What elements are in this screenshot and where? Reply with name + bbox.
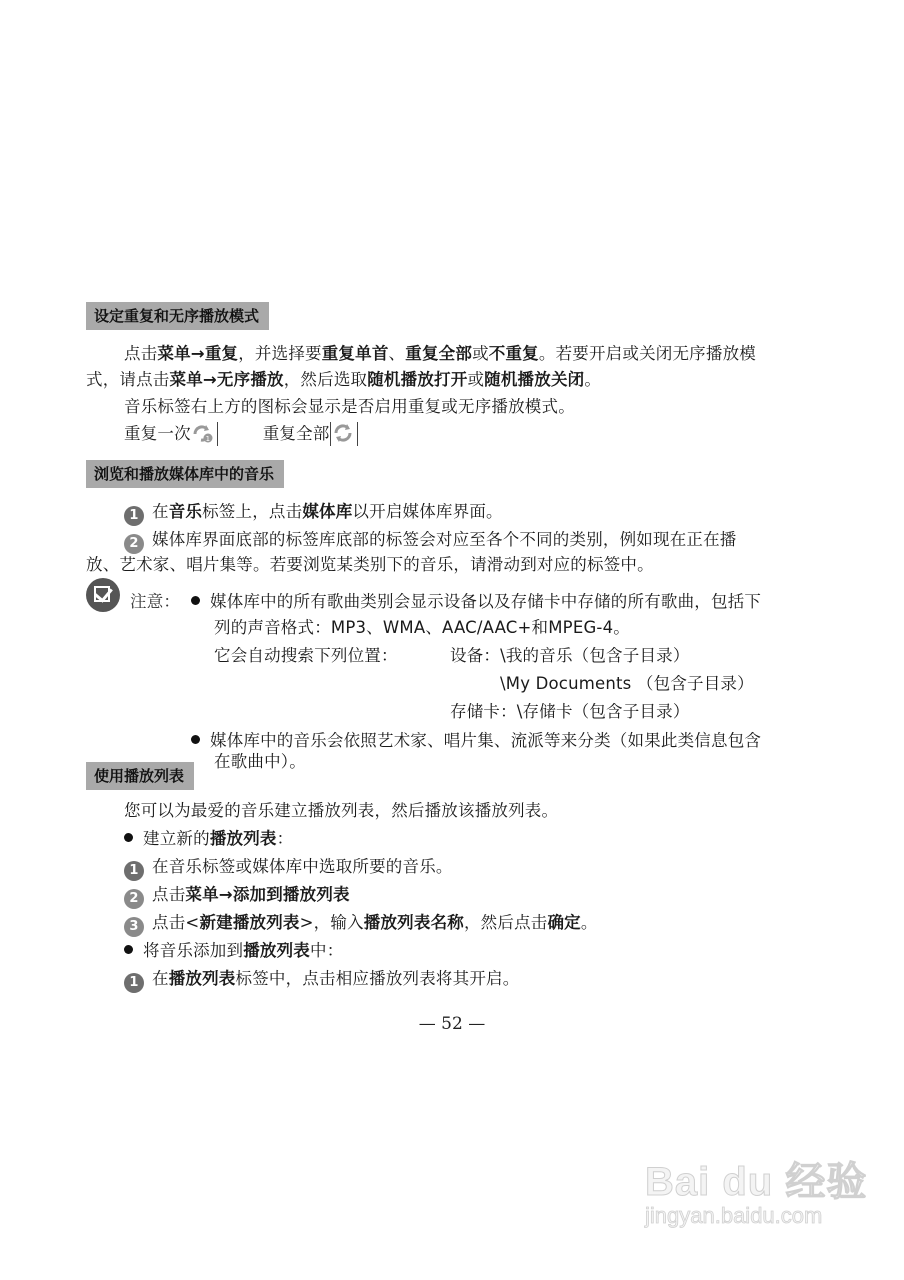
add-step-1 [124, 965, 519, 993]
note-bullet-1-line2: 列的声音格式：MP3、WMA、AAC/AAC+和MPEG-4。 [214, 618, 630, 637]
baidu-jingyan-watermark [645, 1150, 867, 1229]
repeat-icons-legend [124, 420, 358, 446]
browse-step-2-text: 媒体库界面底部的标签库底部的标签会对应至各个不同的类别，例如现在正在播 [152, 530, 737, 549]
playlist-intro: 您可以为最爱的音乐建立播放列表，然后播放该播放列表。 [124, 801, 559, 820]
create-step-3-text: 点击<新建播放列表>，输入播放列表名称，然后点击确定。 [152, 913, 598, 932]
create-step-1-text: 在音乐标签或媒体库中选取所要的音乐。 [152, 857, 453, 876]
note-bullet-1-line1 [191, 588, 761, 612]
create-step-1 [124, 853, 453, 881]
step-number-badge: 2 [124, 889, 144, 909]
step-number-badge: 1 [124, 973, 144, 993]
bullet-icon [191, 596, 200, 605]
add-to-playlist-heading-text: 将音乐添加到播放列表中： [143, 941, 344, 960]
search-locations-label: 它会自动搜索下列位置： [214, 646, 398, 665]
bullet-icon [124, 945, 133, 954]
create-step-2 [124, 881, 350, 909]
location-my-documents: \My Documents （包含子目录） [500, 674, 754, 693]
repeat-once-label: 重复一次 [124, 424, 191, 443]
add-step-1-text: 在播放列表标签中，点击相应播放列表将其开启。 [152, 969, 520, 988]
note-bullet-1-text: 媒体库中的所有歌曲类别会显示设备以及存储卡中存储的所有歌曲，包括下 [210, 592, 762, 611]
section-heading-repeat: 设定重复和无序播放模式 [86, 302, 269, 330]
create-step-3 [124, 909, 598, 937]
create-step-2-text: 点击菜单→添加到播放列表 [152, 885, 350, 904]
repeat-paragraph-line2: 式，请点击菜单→无序播放，然后选取随机播放打开或随机播放关闭。 [86, 370, 602, 389]
repeat-paragraph-line1: 点击菜单→重复，并选择要重复单首、重复全部或不重复。若要开启或关闭无序播放模 [124, 344, 756, 363]
bullet-icon [191, 735, 200, 744]
note-checkbox-icon [86, 578, 120, 612]
step-number-badge: 1 [124, 861, 144, 881]
note-bullet-2-line2: 在歌曲中）。 [214, 752, 306, 771]
note-bullet-2-text: 媒体库中的音乐会依照艺术家、唱片集、流派等来分类（如果此类信息包含 [210, 731, 762, 750]
browse-step-2-line1 [124, 526, 737, 554]
watermark-logo: Bai du 经验 [645, 1160, 868, 1204]
create-playlist-heading [124, 825, 293, 849]
location-device: 设备：\我的音乐（包含子目录） [450, 646, 690, 665]
step-number-badge: 3 [124, 917, 144, 937]
bullet-icon [124, 833, 133, 842]
browse-step-1-text: 在音乐标签上，点击媒体库以开启媒体库界面。 [152, 502, 503, 521]
step-number-badge: 2 [124, 534, 144, 554]
repeat-all-label: 重复全部 [262, 424, 330, 443]
repeat-once-icon [191, 422, 218, 446]
location-storage-card: 存储卡：\存储卡（包含子目录） [450, 702, 690, 721]
browse-step-2-line2: 放、艺术家、唱片集等。若要浏览某类别下的音乐，请滑动到对应的标签中。 [86, 555, 654, 574]
add-to-playlist-heading [124, 937, 343, 961]
section-heading-browse: 浏览和播放媒体库中的音乐 [86, 460, 284, 488]
repeat-all-icon [330, 422, 358, 446]
create-playlist-heading-text: 建立新的播放列表： [143, 829, 294, 848]
repeat-icon-explanation: 音乐标签右上方的图标会显示是否启用重复或无序播放模式。 [124, 397, 575, 416]
watermark-url: jingyan.baidu.com [645, 1203, 823, 1228]
note-label: 注意： [130, 592, 181, 611]
step-number-badge: 1 [124, 506, 144, 526]
page-number: — 52 — [418, 1014, 486, 1034]
browse-step-1 [124, 498, 503, 526]
section-heading-playlist: 使用播放列表 [86, 762, 194, 790]
svg-text:1: 1 [205, 435, 211, 443]
